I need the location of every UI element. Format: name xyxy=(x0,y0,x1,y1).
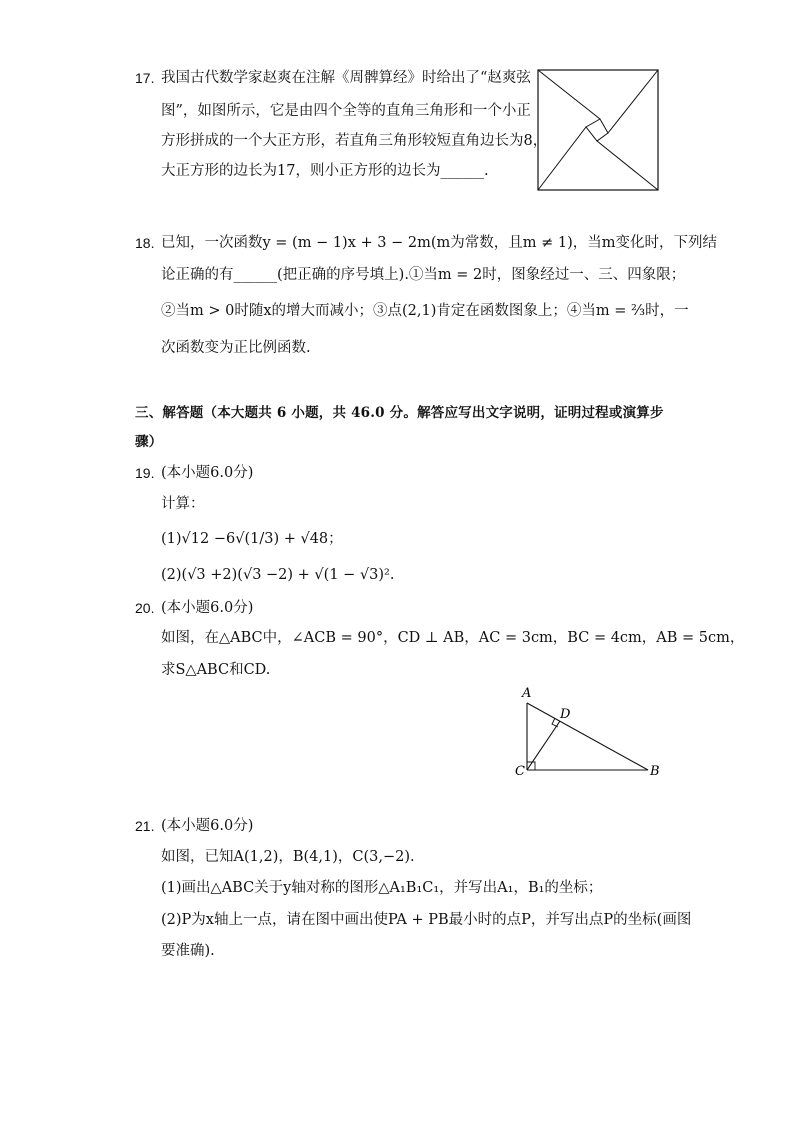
sub-question: (2)P为x轴上一点，请在图中画出使PA + PB最小时的点P，并写出点P的坐标(画图 xyxy=(161,912,692,928)
question-text-line: ②当m > 0时随x的增大而减小；③点(2,1)肯定在函数图象上；④当m = ⅔时，一 xyxy=(161,303,689,319)
vertex-label-c: C xyxy=(515,764,525,779)
sub-question: (1)√12 −6√(1/3) + √48； xyxy=(161,531,343,547)
question-score: (本小题6.0分) xyxy=(161,465,254,481)
question-text-line: 如图，在△ABC中，∠ACB = 90°，CD ⊥ AB，AC = 3cm，BC = 4cm，AB = 5cm， xyxy=(161,630,745,646)
vertex-label-b: B xyxy=(650,764,660,779)
question-score: (本小题6.0分) xyxy=(161,818,254,834)
question-text-line: 方形拼成的一个大正方形，若直角三角形较短直角边长为8， xyxy=(161,133,548,149)
question-score: (本小题6.0分) xyxy=(161,600,254,616)
question-text-line: 次函数变为正比例函数. xyxy=(161,340,311,356)
vertex-label-a: A xyxy=(522,686,532,701)
question-text-line: 图”，如图所示，它是由四个全等的直角三角形和一个小正 xyxy=(161,103,531,119)
section-heading: 骤） xyxy=(135,434,163,450)
sub-question: (1)画出△ABC关于y轴对称的图形△A₁B₁C₁，并写出A₁，B₁的坐标； xyxy=(161,880,603,896)
question-text-line: 求S△ABC和CD. xyxy=(161,662,271,678)
question-text-line: 我国古代数学家赵爽在注解《周髀算经》时给出了“赵爽弦 xyxy=(161,70,531,86)
zhao-shuang-string-figure xyxy=(537,69,660,193)
vertex-label-d: D xyxy=(560,707,571,722)
section-heading: 三、解答题（本大题共 6 小题，共 46.0 分。解答应写出文字说明，证明过程或演算步 xyxy=(135,405,664,421)
question-number: 17. xyxy=(135,70,155,86)
question-number: 20. xyxy=(135,600,155,616)
sub-question: 要准确). xyxy=(161,943,215,959)
sub-question: (2)(√3 +2)(√3 −2) + √(1 − √3)². xyxy=(161,567,395,583)
question-text-line: 论正确的有______(把正确的序号填上).①当m = 2时，图象经过一、三、四象限； xyxy=(161,267,686,283)
question-text-line: 已知，一次函数y = (m − 1)x + 3 − 2m(m为常数，且m ≠ 1)，当m变化时，下列结 xyxy=(161,235,717,251)
question-number: 18. xyxy=(135,235,155,251)
question-text-line: 如图，已知A(1,2)，B(4,1)，C(3,−2). xyxy=(161,849,415,865)
question-number: 21. xyxy=(135,818,155,834)
question-text-line: 计算： xyxy=(161,496,205,512)
question-text-line: 大正方形的边长为17，则小正方形的边长为______. xyxy=(161,163,489,179)
question-number: 19. xyxy=(135,465,155,481)
right-triangle-figure xyxy=(510,684,670,780)
